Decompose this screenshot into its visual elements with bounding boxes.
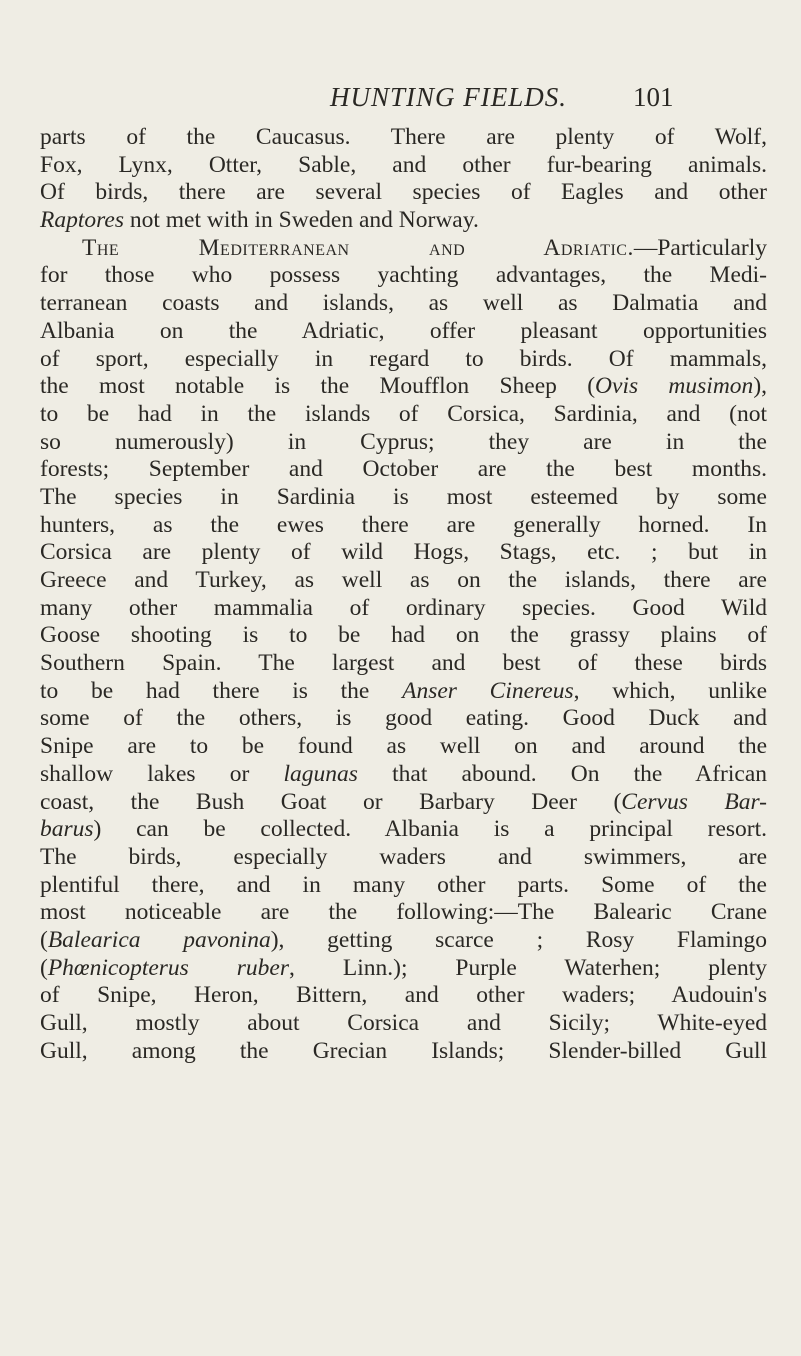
text-line: The species in Sardinia is most esteemed by some: [40, 483, 767, 510]
text-line: of sport, especially in regard to birds. Of mammals,: [40, 345, 767, 372]
text-line: [40, 955, 767, 983]
text-segment: (: [40, 954, 48, 981]
text-line: Southern Spain. The largest and best of these birds: [40, 650, 767, 677]
text-line: [40, 927, 767, 955]
text-segment: (: [40, 926, 48, 953]
text-line: Corsica are plenty of wild Hogs, Stags, etc. ; but in: [40, 539, 767, 566]
italic-term: Phœnicopterus ruber: [47, 954, 290, 981]
italic-term: barus: [40, 816, 94, 843]
text-segment: the most notable is the Moufflon Sheep (: [40, 373, 596, 400]
italic-term: Raptores: [40, 207, 124, 234]
section-heading: The Mediterranean and Adriatic.: [82, 234, 634, 261]
italic-term: Anser Cinereus: [402, 677, 574, 704]
text-line: [40, 373, 767, 401]
text-line: Gull, among the Grecian Islands; Slender-billed Gull: [40, 1037, 767, 1064]
text-line: Gull, mostly about Corsica and Sicily; White-eyed: [40, 1010, 767, 1036]
text-line: for those who possess yachting advantages, the Medi-: [40, 262, 767, 289]
italic-term: Cervus Bar-: [621, 788, 767, 815]
text-segment: that abound. On the African: [357, 760, 767, 787]
text-line: Fox, Lynx, Otter, Sable, and other fur-bearing animals.: [40, 151, 767, 178]
italic-term: lagunas: [283, 760, 358, 787]
text-line: [40, 761, 767, 789]
text-line: Greece and Turkey, as well as on the islands, there are: [40, 567, 767, 593]
text-line: The birds, especially waders and swimmers, are: [40, 843, 767, 870]
text-segment: shallow lakes or: [40, 760, 284, 787]
text-line: [40, 789, 767, 817]
text-line: [40, 816, 767, 844]
text-segment: —Particularly: [633, 234, 767, 261]
text-line: of Snipe, Heron, Bittern, and other waders; Audouin's: [40, 982, 767, 1009]
italic-term: Balearica pavonina: [47, 926, 271, 953]
body-text: [40, 124, 767, 1065]
text-segment: ),: [753, 373, 768, 400]
text-line: most noticeable are the following:—The Balearic Crane: [40, 899, 767, 926]
text-line: some of the others, is good eating. Good Duck and: [40, 705, 767, 732]
text-segment: to be had there is the: [40, 677, 403, 704]
text-line: [40, 235, 767, 263]
text-line: Of birds, there are several species of Eagles and other: [40, 179, 767, 206]
text-line: plentiful there, and in many other parts. Some of the: [40, 871, 767, 898]
text-segment: ) can be collected. Albania is a principal resort.: [93, 816, 767, 843]
text-line: Goose shooting is to be had on the grassy plains of: [40, 622, 767, 649]
text-segment: , Linn.); Purple Waterhen; plenty: [289, 954, 767, 981]
text-segment: not met with in Sweden and Norway.: [123, 207, 479, 234]
text-line: [40, 207, 767, 235]
text-line: terranean coasts and islands, as well as Dalmatia and: [40, 290, 767, 317]
text-line: to be had in the islands of Corsica, Sardinia, and (not: [40, 400, 767, 427]
text-line: [40, 678, 767, 706]
text-line: many other mammalia of ordinary species. Good Wild: [40, 594, 767, 621]
running-head: [0, 82, 801, 116]
page-number: 101: [633, 82, 674, 112]
text-line: hunters, as the ewes there are generally horned. In: [40, 511, 767, 538]
text-segment: ), getting scarce ; Rosy Flamingo: [270, 926, 767, 953]
text-line: parts of the Caucasus. There are plenty of Wolf,: [40, 124, 767, 150]
text-segment: , which, unlike: [573, 677, 768, 704]
running-title: HUNTING FIELDS.: [330, 82, 568, 112]
italic-term: Ovis musimon: [595, 373, 754, 400]
text-line: so numerously) in Cyprus; they are in the: [40, 428, 767, 455]
text-line: forests; September and October are the best months.: [40, 456, 767, 483]
text-segment: coast, the Bush Goat or Barbary Deer (: [40, 788, 622, 815]
text-line: Albania on the Adriatic, offer pleasant opportunities: [40, 317, 767, 344]
text-line: Snipe are to be found as well on and around the: [40, 733, 767, 760]
